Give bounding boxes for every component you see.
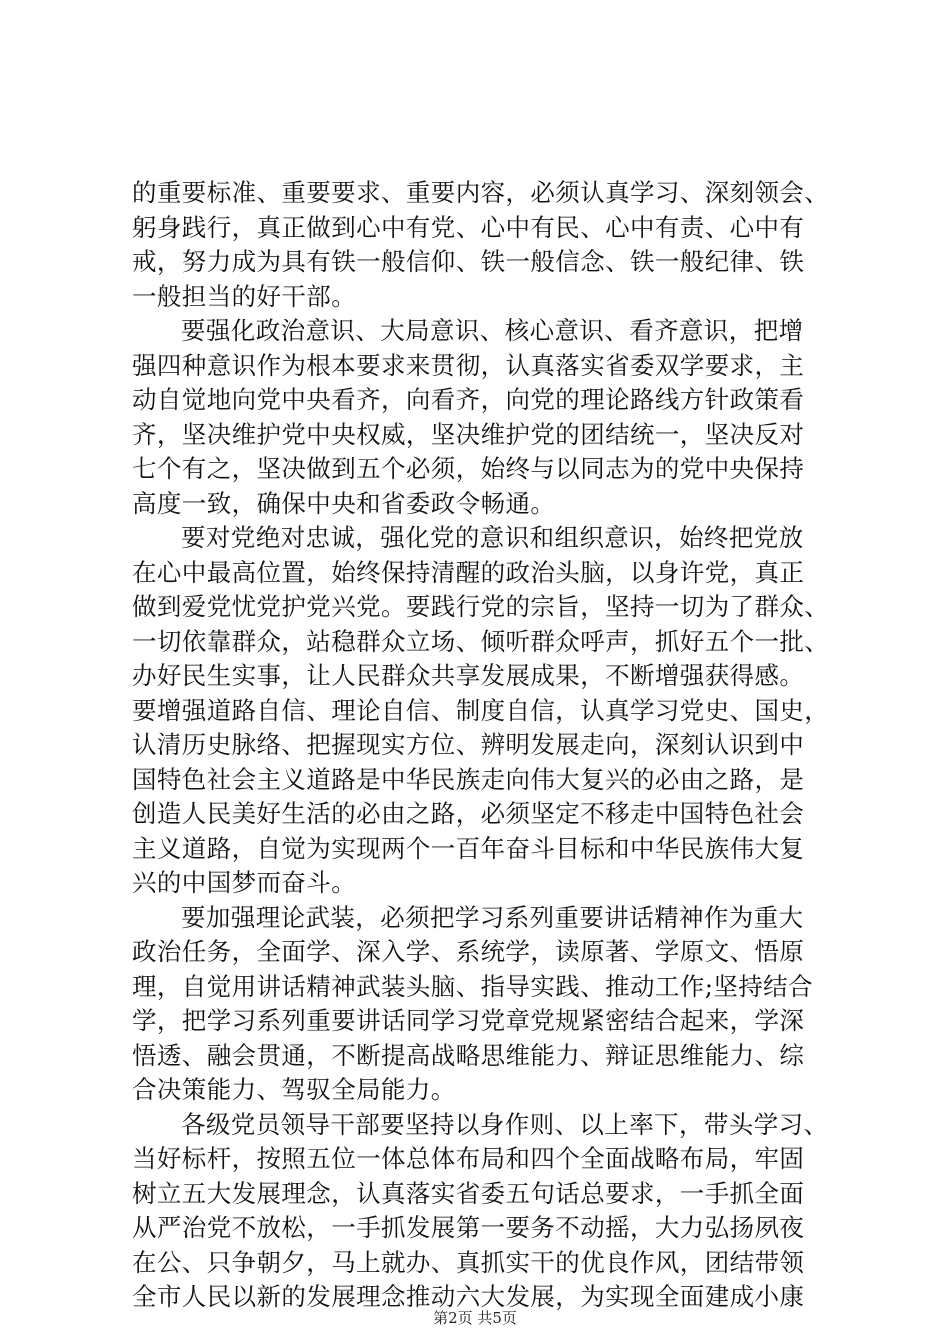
- text-line: 要强化政治意识、大局意识、核心意识、看齐意识，把增: [181, 316, 804, 345]
- text-line: 悟透、融会贯通，不断提高战略思维能力、辩证思维能力、综: [132, 1040, 805, 1070]
- text-line: 躬身践行，真正做到心中有党、心中有民、心中有责、心中有: [132, 212, 805, 242]
- text-line: 动自觉地向党中央看齐，向看齐，向党的理论路线方针政策看: [132, 385, 805, 414]
- text-line: 一般担当的好干部。: [132, 281, 357, 311]
- text-line: 在公、只争朝夕，马上就办、真抓实干的优良作风，团结带领: [132, 1247, 805, 1277]
- text-line: 合决策能力、驾驭全局能力。: [132, 1075, 456, 1104]
- text-line: 从严治党不放松，一手抓发展第一要务不动摇，大力弘扬夙夜: [132, 1213, 805, 1242]
- text-line: 兴的中国梦而奋斗。: [132, 868, 357, 897]
- text-line: 认清历史脉络、把握现实方位、辨明发展走向，深刻认识到中: [132, 730, 805, 759]
- text-line: 在心中最高位置，始终保持清醒的政治头脑，以身许党，真正: [132, 557, 805, 587]
- text-line: 办好民生实事，让人民群众共享发展成果，不断增强获得感。: [132, 661, 805, 690]
- text-line: 戒，努力成为具有铁一般信仰、铁一般信念、铁一般纪律、铁: [132, 247, 805, 276]
- text-line: 国特色社会主义道路是中华民族走向伟大复兴的必由之路，是: [132, 764, 805, 794]
- text-line: 各级党员领导干部要坚持以身作则、以上率下，带头学习、: [181, 1109, 829, 1139]
- text-line: 强四种意识作为根本要求来贯彻，认真落实省委双学要求，主: [132, 350, 805, 380]
- text-line: 做到爱党忧党护党兴党。要践行党的宗旨，坚持一切为了群众、: [132, 592, 830, 621]
- text-line: 政治任务，全面学、深入学、系统学，读原著、学原文、悟原: [132, 937, 805, 966]
- text-line: 齐，坚决维护党中央权威，坚决维护党的团结统一，坚决反对: [132, 419, 805, 449]
- text-line: 学，把学习系列重要讲话同学习党章党规紧密结合起来，学深: [132, 1006, 805, 1035]
- page-number-footer: 第2页 共5页: [433, 1309, 517, 1327]
- document-body: [132, 176, 830, 1315]
- text-line: 主义道路，自觉为实现两个一百年奋斗目标和中华民族伟大复: [132, 833, 805, 863]
- text-line: 当好标杆，按照五位一体总体布局和四个全面战略布局，牢固: [132, 1144, 805, 1173]
- text-line: 要对党绝对忠诚，强化党的意识和组织意识，始终把党放: [181, 523, 804, 552]
- text-line: 七个有之，坚决做到五个必须，始终与以同志为的党中央保持: [132, 454, 805, 483]
- text-line: 理，自觉用讲话精神武装头脑、指导实践、推动工作;坚持结合: [132, 971, 813, 1001]
- text-line: 要增强道路自信、理论自信、制度自信，认真学习党史、国史，: [132, 695, 830, 725]
- text-line: 的重要标准、重要要求、重要内容，必须认真学习、深刻领会、: [132, 178, 830, 207]
- text-line: 要加强理论武装，必须把学习系列重要讲话精神作为重大: [181, 902, 804, 932]
- text-line: 一切依靠群众，站稳群众立场、倾听群众呼声，抓好五个一批、: [132, 626, 830, 656]
- text-line: 高度一致，确保中央和省委政令畅通。: [132, 488, 556, 518]
- text-line: 创造人民美好生活的必由之路，必须坚定不移走中国特色社会: [132, 799, 805, 828]
- text-line: 全市人民以新的发展理念推动六大发展，为实现全面建成小康: [132, 1282, 805, 1311]
- text-line: 树立五大发展理念，认真落实省委五句话总要求，一手抓全面: [132, 1178, 805, 1208]
